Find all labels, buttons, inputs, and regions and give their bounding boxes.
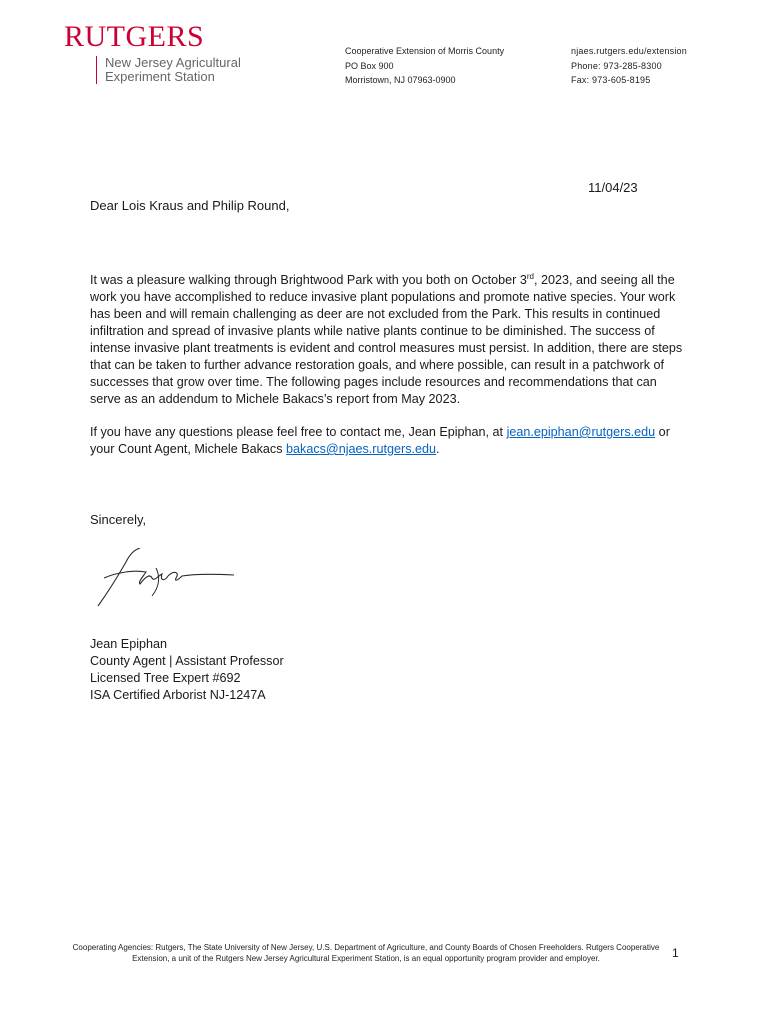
logo-wordmark: RUTGERS <box>64 20 205 53</box>
logo-subtitle-line2: Experiment Station <box>105 69 215 84</box>
email-link-jean[interactable]: jean.epiphan@rutgers.edu <box>506 425 656 439</box>
address-line-1: Cooperative Extension of Morris County <box>345 46 505 56</box>
office-address <box>345 44 504 88</box>
signer-name: Jean Epiphan <box>90 637 168 651</box>
ordinal-suffix: rd <box>526 272 534 281</box>
email-link-bakacs[interactable]: bakacs@njaes.rutgers.edu <box>286 442 437 456</box>
logo-subtitle <box>102 56 244 84</box>
phone-text: Phone: 973-285-8300 <box>571 60 662 71</box>
paragraph-2-part-3: . <box>436 442 440 456</box>
body-paragraph-2 <box>90 424 690 458</box>
handwritten-signature <box>94 548 239 610</box>
signer-certification: ISA Certified Arborist NJ-1247A <box>90 688 266 702</box>
website-text: njaes.rutgers.edu/extension <box>571 46 687 56</box>
signature-block <box>90 636 284 704</box>
address-line-2: PO Box 900 <box>345 60 394 71</box>
signer-license: Licensed Tree Expert #692 <box>90 671 241 685</box>
letter-date: 11/04/23 <box>588 180 638 195</box>
fax-text: Fax: 973-605-8195 <box>571 75 651 85</box>
closing: Sincerely, <box>90 512 147 527</box>
page-number: 1 <box>672 946 679 960</box>
paragraph-1-start: It was a pleasure walking through Brightwood Park with you both on October 3 <box>90 273 527 288</box>
address-line-3: Morristown, NJ 07963-0900 <box>345 75 456 85</box>
paragraph-2-part-2: or your Count Agent, Michele Bakacs <box>90 425 670 456</box>
body-paragraph-1 <box>90 268 690 408</box>
office-contact <box>571 44 687 88</box>
salutation: Dear Lois Kraus and Philip Round, <box>90 198 290 213</box>
paragraph-1-rest: , 2023, and seeing all the work you have accomplished to reduce invasive plant populations and promote native species. Your work has been and will remain challenging as deer are not excluded from the Park. This results in continued infiltration and spread of invasive plants while native plants continue to be diminished. The success of intense invasive plant treatments is evident and control measures must persist. In addition, there are steps that can be taken to further advance restoration goals, and where possible, can result in a patchwork of successes that grow over time. The following pages include resources and recommendations that can serve as an addendum to Michele Bakacs’s report from May 2023. <box>90 273 683 407</box>
rutgers-logo <box>64 20 244 84</box>
footer-disclaimer: Cooperating Agencies: Rutgers, The State University of New Jersey, U.S. Department of Agriculture, and County Boards of Chosen Freeholders. Rutgers Cooperative Extension, a unit of the Rutgers New Jersey Agricultural Experiment Station, is an equal opportunity program provider and employer. <box>72 943 660 963</box>
logo-subtitle-line1: New Jersey Agricultural <box>105 55 241 70</box>
paragraph-2-part-1: If you have any questions please feel free to contact me, Jean Epiphan, at <box>90 425 507 439</box>
signer-title: County Agent | Assistant Professor <box>90 654 284 668</box>
